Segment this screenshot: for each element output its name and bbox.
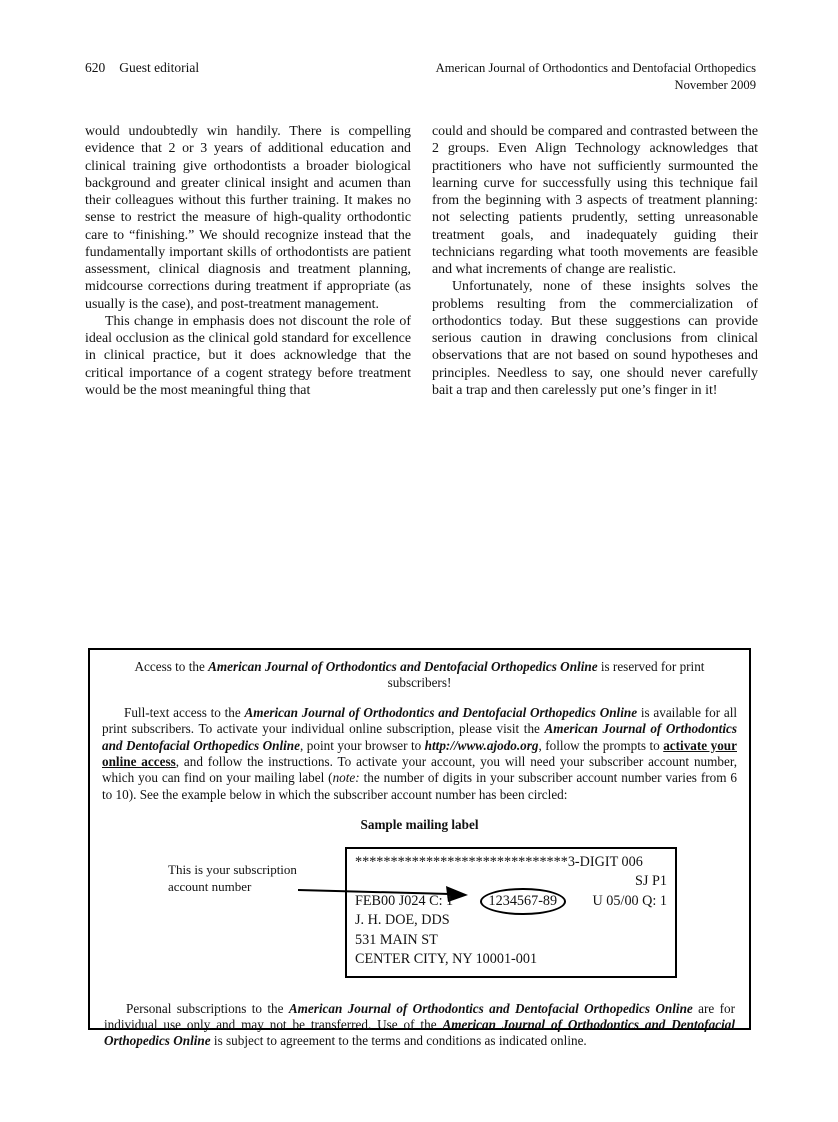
paragraph: Unfortunately, none of these insights solves the problems resulting from the commercialization of orthodontics today. But these suggestions can provide serious caution in drawing conclusions from clinical observations that are not based on sound hypotheses and principles. Needless to say, one should never carefully bait a trap and then carelessly put one’s finger in it! [432, 279, 758, 398]
sample-label-figure [102, 837, 737, 987]
mailing-label-box [345, 847, 677, 978]
annotation-line: account number [168, 878, 252, 894]
label-line-city: CENTER CITY, NY 10001-001 [355, 951, 538, 968]
account-number-circled: 1234567-89 [480, 888, 567, 916]
paragraph: would undoubtedly win handily. There is compelling evidence that 2 or 3 years of additional education and clinical training give orthodontists a broader biological background and greater clinical insight and acumen than their colleagues without this further training. It makes no sense to restrict the measure of high-quality orthodontic care to “finishing.” We should recognize instead that the fundamentally important skills of orthodontists are patient assessment, clinical diagnosis and treatment planning, midcourse corrections during treatment if appropriate (as usually is the case), and post-treatment management. [85, 124, 411, 312]
personal-use-paragraph: Personal subscriptions to the American Journal of Orthodontics and Dentofacial Orthopedics Online are for individual use only and may not be transferred. Use of the American Journal of Orthodontics and Dentofacial Orthopedics Online is subject to agreement to the terms and conditions as indicated online. [104, 1000, 736, 1049]
article-body [85, 123, 758, 399]
label-issue-code: FEB00 J024 C: 1 [355, 892, 454, 909]
article-column-left [85, 123, 411, 399]
paragraph: could and should be compared and contrasted between the 2 groups. Even Align Technology acknowledges that practitioners who have not sufficiently surmounted the learning curve for successfully using this technique fail from the beginning with 3 aspects of treatment planning: not selecting patients prudently, setting unreasonable treatment goals, and inadequately guiding their technicians regarding what tooth movements are feasible and what increments of change are realistic. [432, 124, 758, 277]
page-number: 620 [85, 60, 106, 75]
running-header-left [85, 60, 199, 76]
label-line-account [355, 892, 667, 912]
issue-date: November 2009 [674, 77, 756, 92]
label-expiry-code: U 05/00 Q: 1 [592, 892, 667, 909]
subscription-notice-box [88, 648, 751, 1049]
label-line-name: J. H. DOE, DDS [355, 912, 450, 929]
sample-label-heading: Sample mailing label [360, 817, 479, 833]
annotation-line: This is your subscription [168, 861, 297, 877]
label-line-street: 531 MAIN ST [355, 931, 438, 948]
activation-paragraph: Full-text access to the American Journal of Orthodontics and Dentofacial Orthopedics Online is available for all print subscribers. To activate your individual online subscription, please visit the American Journal of Orthodontics and Dentofacial Orthopedics Online, point your browser to http://www.ajodo.org, follow the prompts to activate your online access, and follow the instructions. To activate your account, you will need your subscriber account number, which you can find on your mailing label (note: the number of digits in your subscriber account number varies from 6 to 10). See the example below in which the subscriber account number has been circled: [102, 704, 738, 802]
label-line-route: ******************************3-DIGIT 006 [355, 853, 643, 870]
running-header-right [436, 60, 756, 93]
section-title: Guest editorial [119, 60, 200, 75]
paragraph: This change in emphasis does not discount the role of ideal occlusion as the clinical gold standard for excellence in clinical practice, but it does acknowledge that the critical importance of a cogent strategy before treatment would be the most meaningful thing that [85, 313, 411, 398]
subscription-headline: Access to the American Journal of Orthodontics and Dentofacial Orthopedics Online is reserved for print subscribers! [134, 659, 705, 691]
journal-name: American Journal of Orthodontics and Dentofacial Orthopedics [435, 61, 756, 75]
label-line-code: SJ P1 [635, 873, 667, 890]
article-column-right [432, 123, 758, 399]
